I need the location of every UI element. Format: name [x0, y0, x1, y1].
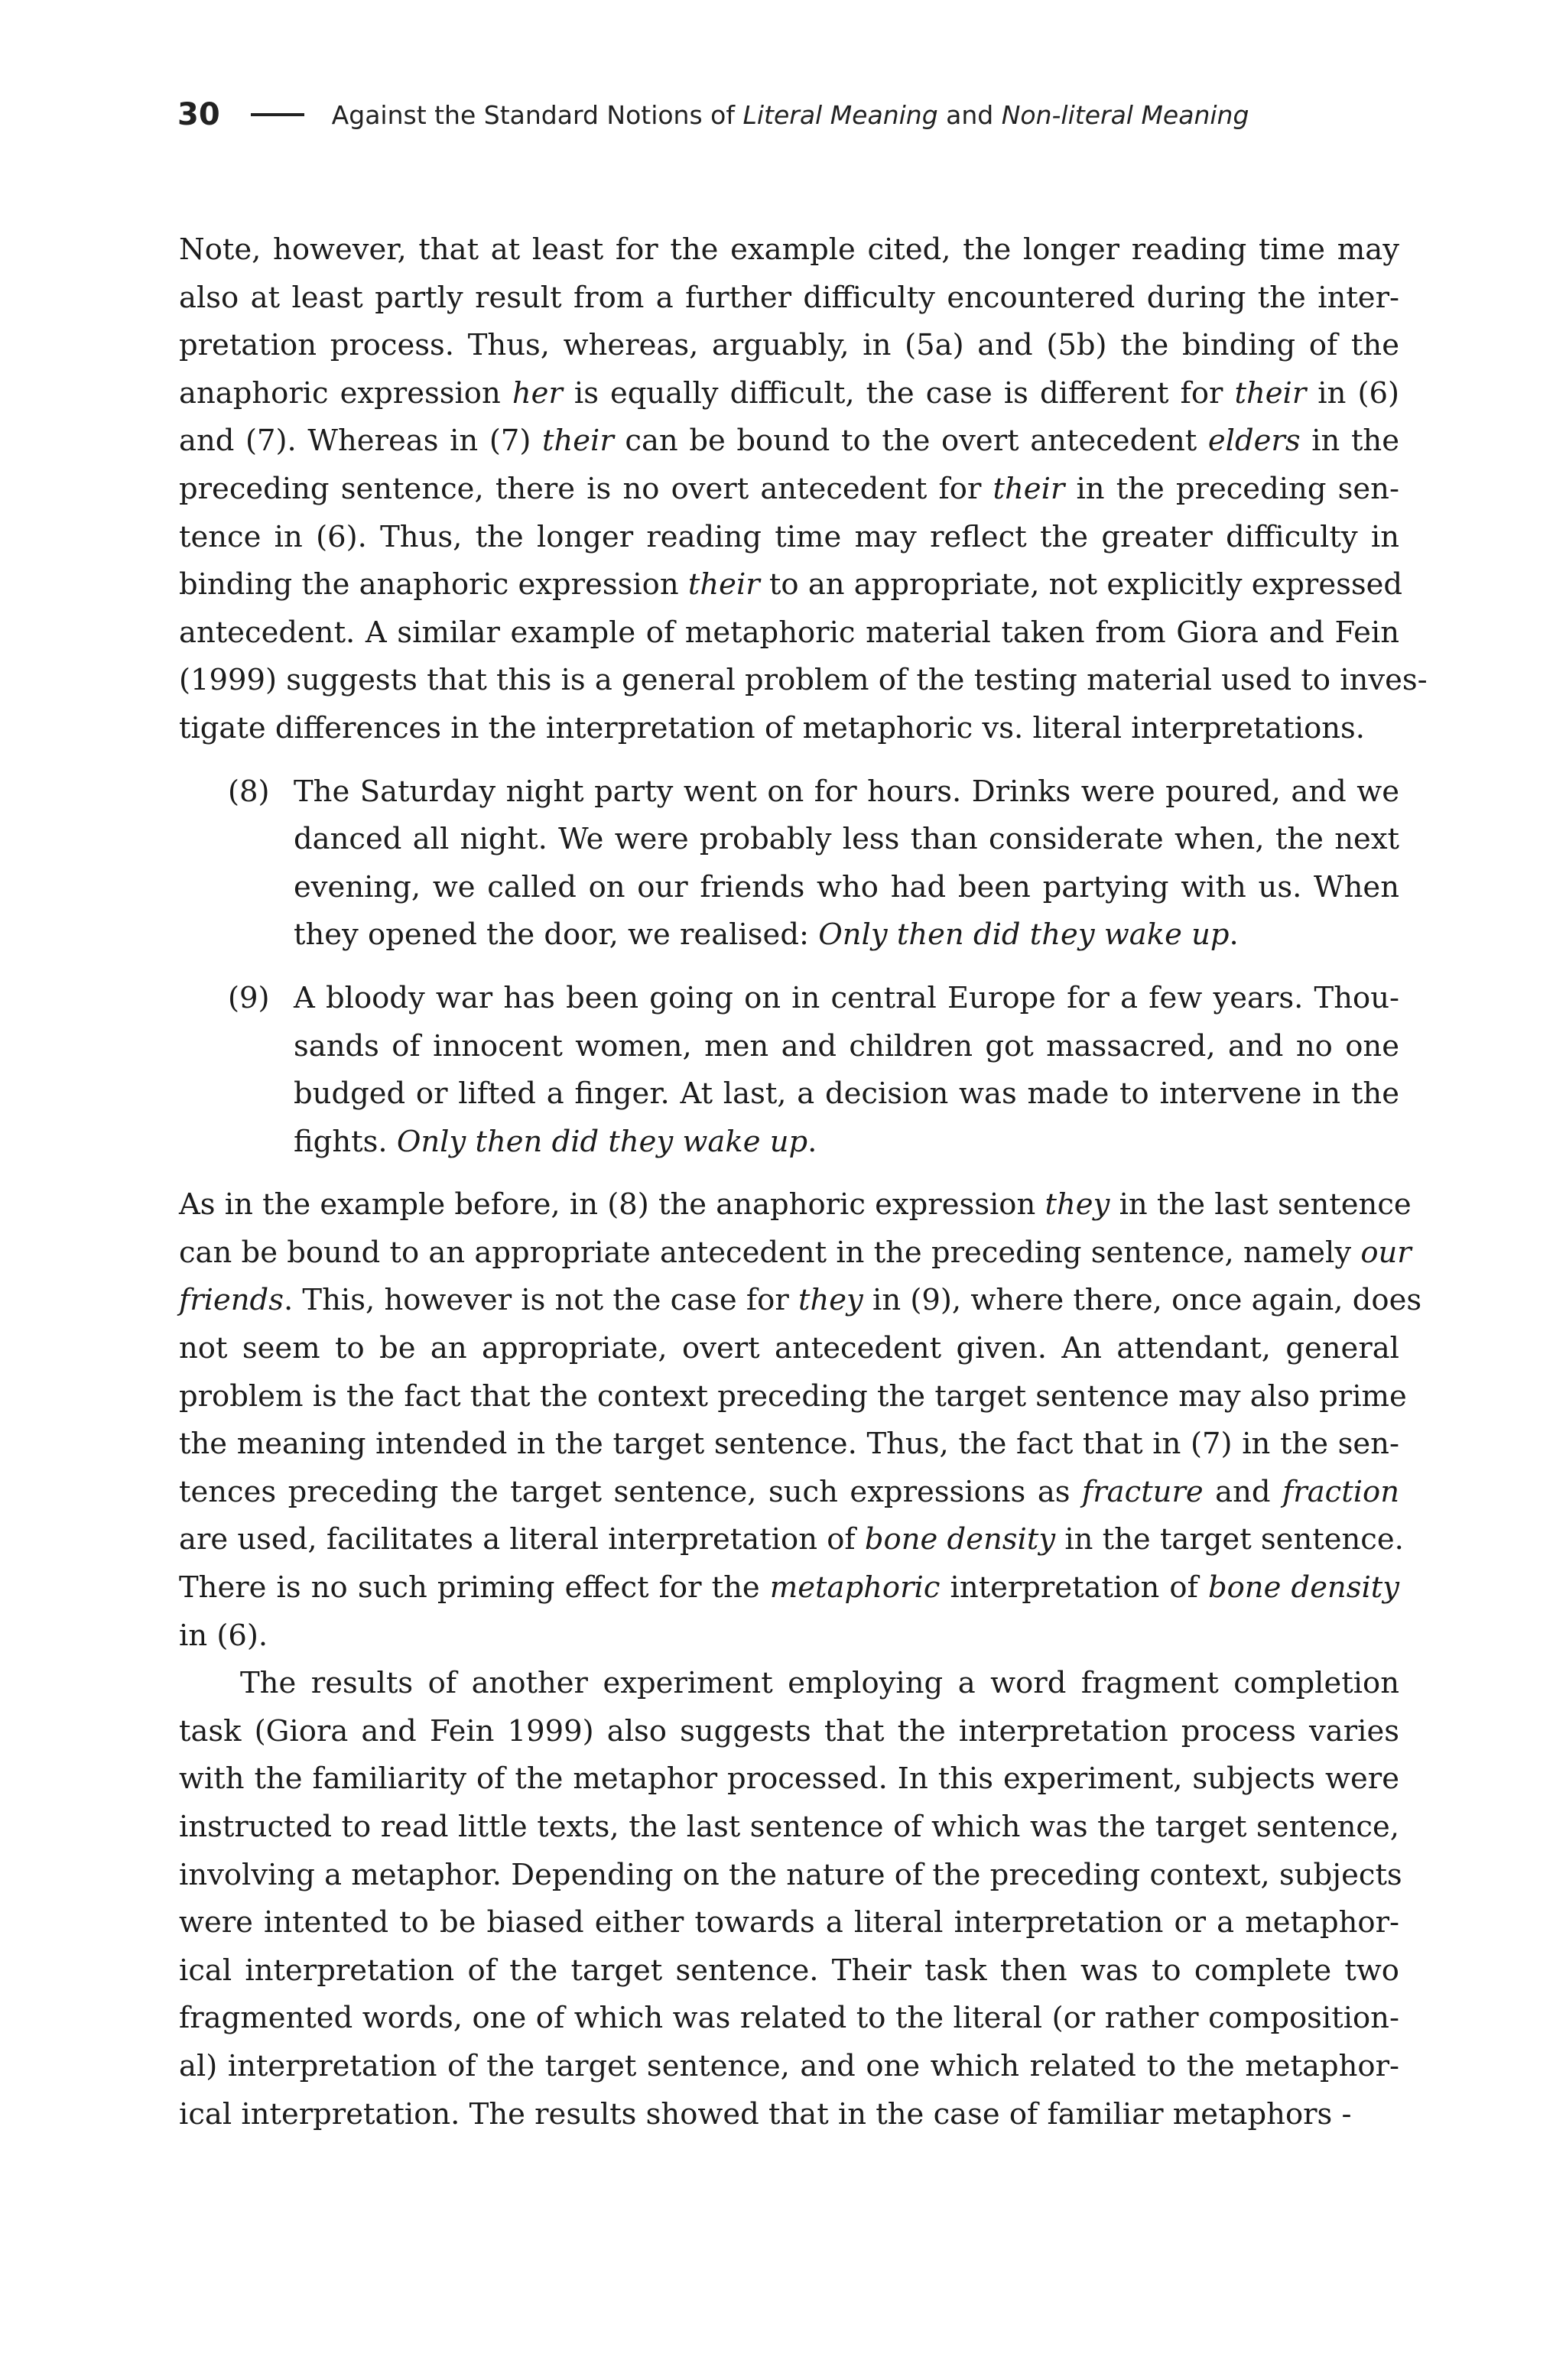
text-line: not seem to be an appropriate, overt antecedent given. An attendant, general	[179, 1331, 1399, 1366]
text-line: with the familiarity of the metaphor processed. In this experiment, subjects were	[179, 1761, 1399, 1797]
text-line: were intented to be biased either towards a literal interpretation or a metaphor-	[179, 1905, 1399, 1940]
example-9	[179, 975, 1399, 1166]
text-line: they opened the door, we realised: Only then did they wake up.	[294, 917, 1239, 953]
header-title: Against the Standard Notions of Literal Meaning and Non-literal Meaning	[331, 99, 1249, 130]
text-line: A bloody war has been going on in central Europe for a few years. Thou-	[294, 980, 1399, 1015]
text-line: As in the example before, in (8) the anaphoric expression they in the last sentence	[179, 1187, 1412, 1222]
example-number: (8)	[228, 774, 270, 809]
text-line: involving a metaphor. Depending on the nature of the preceding context, subjects	[179, 1857, 1402, 1892]
text-line: fragmented words, one of which was related to the literal (or rather composition-	[179, 2001, 1399, 2036]
example-text	[294, 768, 1399, 959]
text-line: binding the anaphoric expression their to an appropriate, not explicitly expressed	[179, 567, 1403, 602]
text-line: tence in (6). Thus, the longer reading time may reflect the greater difficulty in	[179, 519, 1399, 554]
italic-term: bone density	[1207, 1570, 1399, 1606]
italic-term: our	[1360, 1235, 1412, 1270]
example-text	[294, 975, 1399, 1166]
text-line: Note, however, that at least for the example cited, the longer reading time may	[179, 232, 1399, 267]
text-line: are used, facilitates a literal interpretation of bone density in the target sentence.	[179, 1522, 1404, 1557]
italic-term: they	[798, 1283, 863, 1318]
paragraph-2	[179, 1181, 1422, 1660]
text-line: problem is the fact that the context preceding the target sentence may also prime	[179, 1378, 1407, 1414]
text-line: tences preceding the target sentence, such expressions as fracture and fraction	[179, 1474, 1399, 1509]
text-line: tigate differences in the interpretation of metaphoric vs. literal interpretations.	[179, 710, 1366, 745]
italic-term: fracture	[1082, 1474, 1204, 1509]
text-line: The Saturday night party went on for hours. Drinks were poured, and we	[294, 774, 1399, 809]
header-rule	[251, 113, 304, 116]
text-line: evening, we called on our friends who had been partying with us. When	[294, 869, 1399, 904]
text-line: ical interpretation. The results showed that in the case of familiar metaphors -	[179, 2096, 1352, 2132]
text-line: There is no such priming effect for the metaphoric interpretation of bone density	[179, 1570, 1399, 1606]
text-line: the meaning intended in the target sentence. Thus, the fact that in (7) in the sen-	[179, 1427, 1399, 1462]
italic-term: their	[1234, 375, 1307, 411]
text-line: danced all night. We were probably less than considerate when, the next	[294, 822, 1399, 857]
text-line: and (7). Whereas in (7) their can be bound to the overt antecedent elders in the	[179, 424, 1399, 459]
text-line: anaphoric expression her is equally difficult, the case is different for their in (6)	[179, 375, 1399, 411]
italic-term: metaphoric	[769, 1570, 941, 1606]
italic-term: bone density	[864, 1522, 1056, 1557]
text-line: ical interpretation of the target sentence. Their task then was to complete two	[179, 1953, 1399, 1988]
spacer	[179, 1166, 1399, 1181]
italic-term: they	[1045, 1187, 1110, 1222]
text-line: instructed to read little texts, the last sentence of which was the target sentence,	[179, 1810, 1399, 1844]
text-line: pretation process. Thus, whereas, arguably, in (5a) and (5b) the binding of the	[179, 328, 1399, 363]
running-header	[177, 93, 1401, 136]
italic-term: their	[993, 471, 1065, 506]
italic-term: fraction	[1282, 1474, 1399, 1509]
text-line: al) interpretation of the target sentence, and one which related to the metaphor-	[179, 2048, 1399, 2083]
example-number: (9)	[228, 980, 270, 1015]
italic-term: their	[687, 567, 760, 602]
italic-term: Only then did they wake up	[818, 917, 1230, 953]
italic-term: her	[512, 375, 563, 411]
italic-term: their	[541, 424, 614, 459]
body-text	[179, 226, 1428, 2138]
text-line: task (Giora and Fein 1999) also suggests that the interpretation process varies	[179, 1713, 1399, 1748]
text-line: can be bound to an appropriate antecedent in the preceding sentence, namely our	[179, 1235, 1412, 1270]
italic-term: Only then did they wake up	[396, 1124, 808, 1159]
text-line: also at least partly result from a further difficulty encountered during the inter-	[179, 280, 1399, 315]
text-line: (1999) suggests that this is a general problem of the testing material used to inves-	[179, 663, 1428, 698]
paragraph-3	[179, 1660, 1402, 2138]
paragraph-1	[179, 226, 1428, 753]
example-8	[179, 768, 1399, 959]
text-line: budged or lifted a finger. At last, a decision was made to intervene in the	[294, 1076, 1399, 1112]
text-line: preceding sentence, there is no overt antecedent for their in the preceding sen-	[179, 471, 1399, 506]
spacer	[179, 959, 1399, 975]
text-line: The results of another experiment employing a word fragment completion	[240, 1666, 1399, 1701]
text-line: friends. This, however is not the case for they in (9), where there, once again, does	[179, 1283, 1422, 1318]
spacer	[179, 753, 1399, 768]
text-line: in (6).	[179, 1618, 268, 1653]
italic-term: friends	[179, 1283, 284, 1318]
text-line: fights. Only then did they wake up.	[294, 1124, 817, 1159]
italic-term: elders	[1207, 424, 1301, 459]
page-number: 30	[177, 97, 220, 132]
text-line: sands of innocent women, men and children got massacred, and no one	[294, 1028, 1399, 1063]
text-line: antecedent. A similar example of metaphoric material taken from Giora and Fein	[179, 615, 1399, 650]
